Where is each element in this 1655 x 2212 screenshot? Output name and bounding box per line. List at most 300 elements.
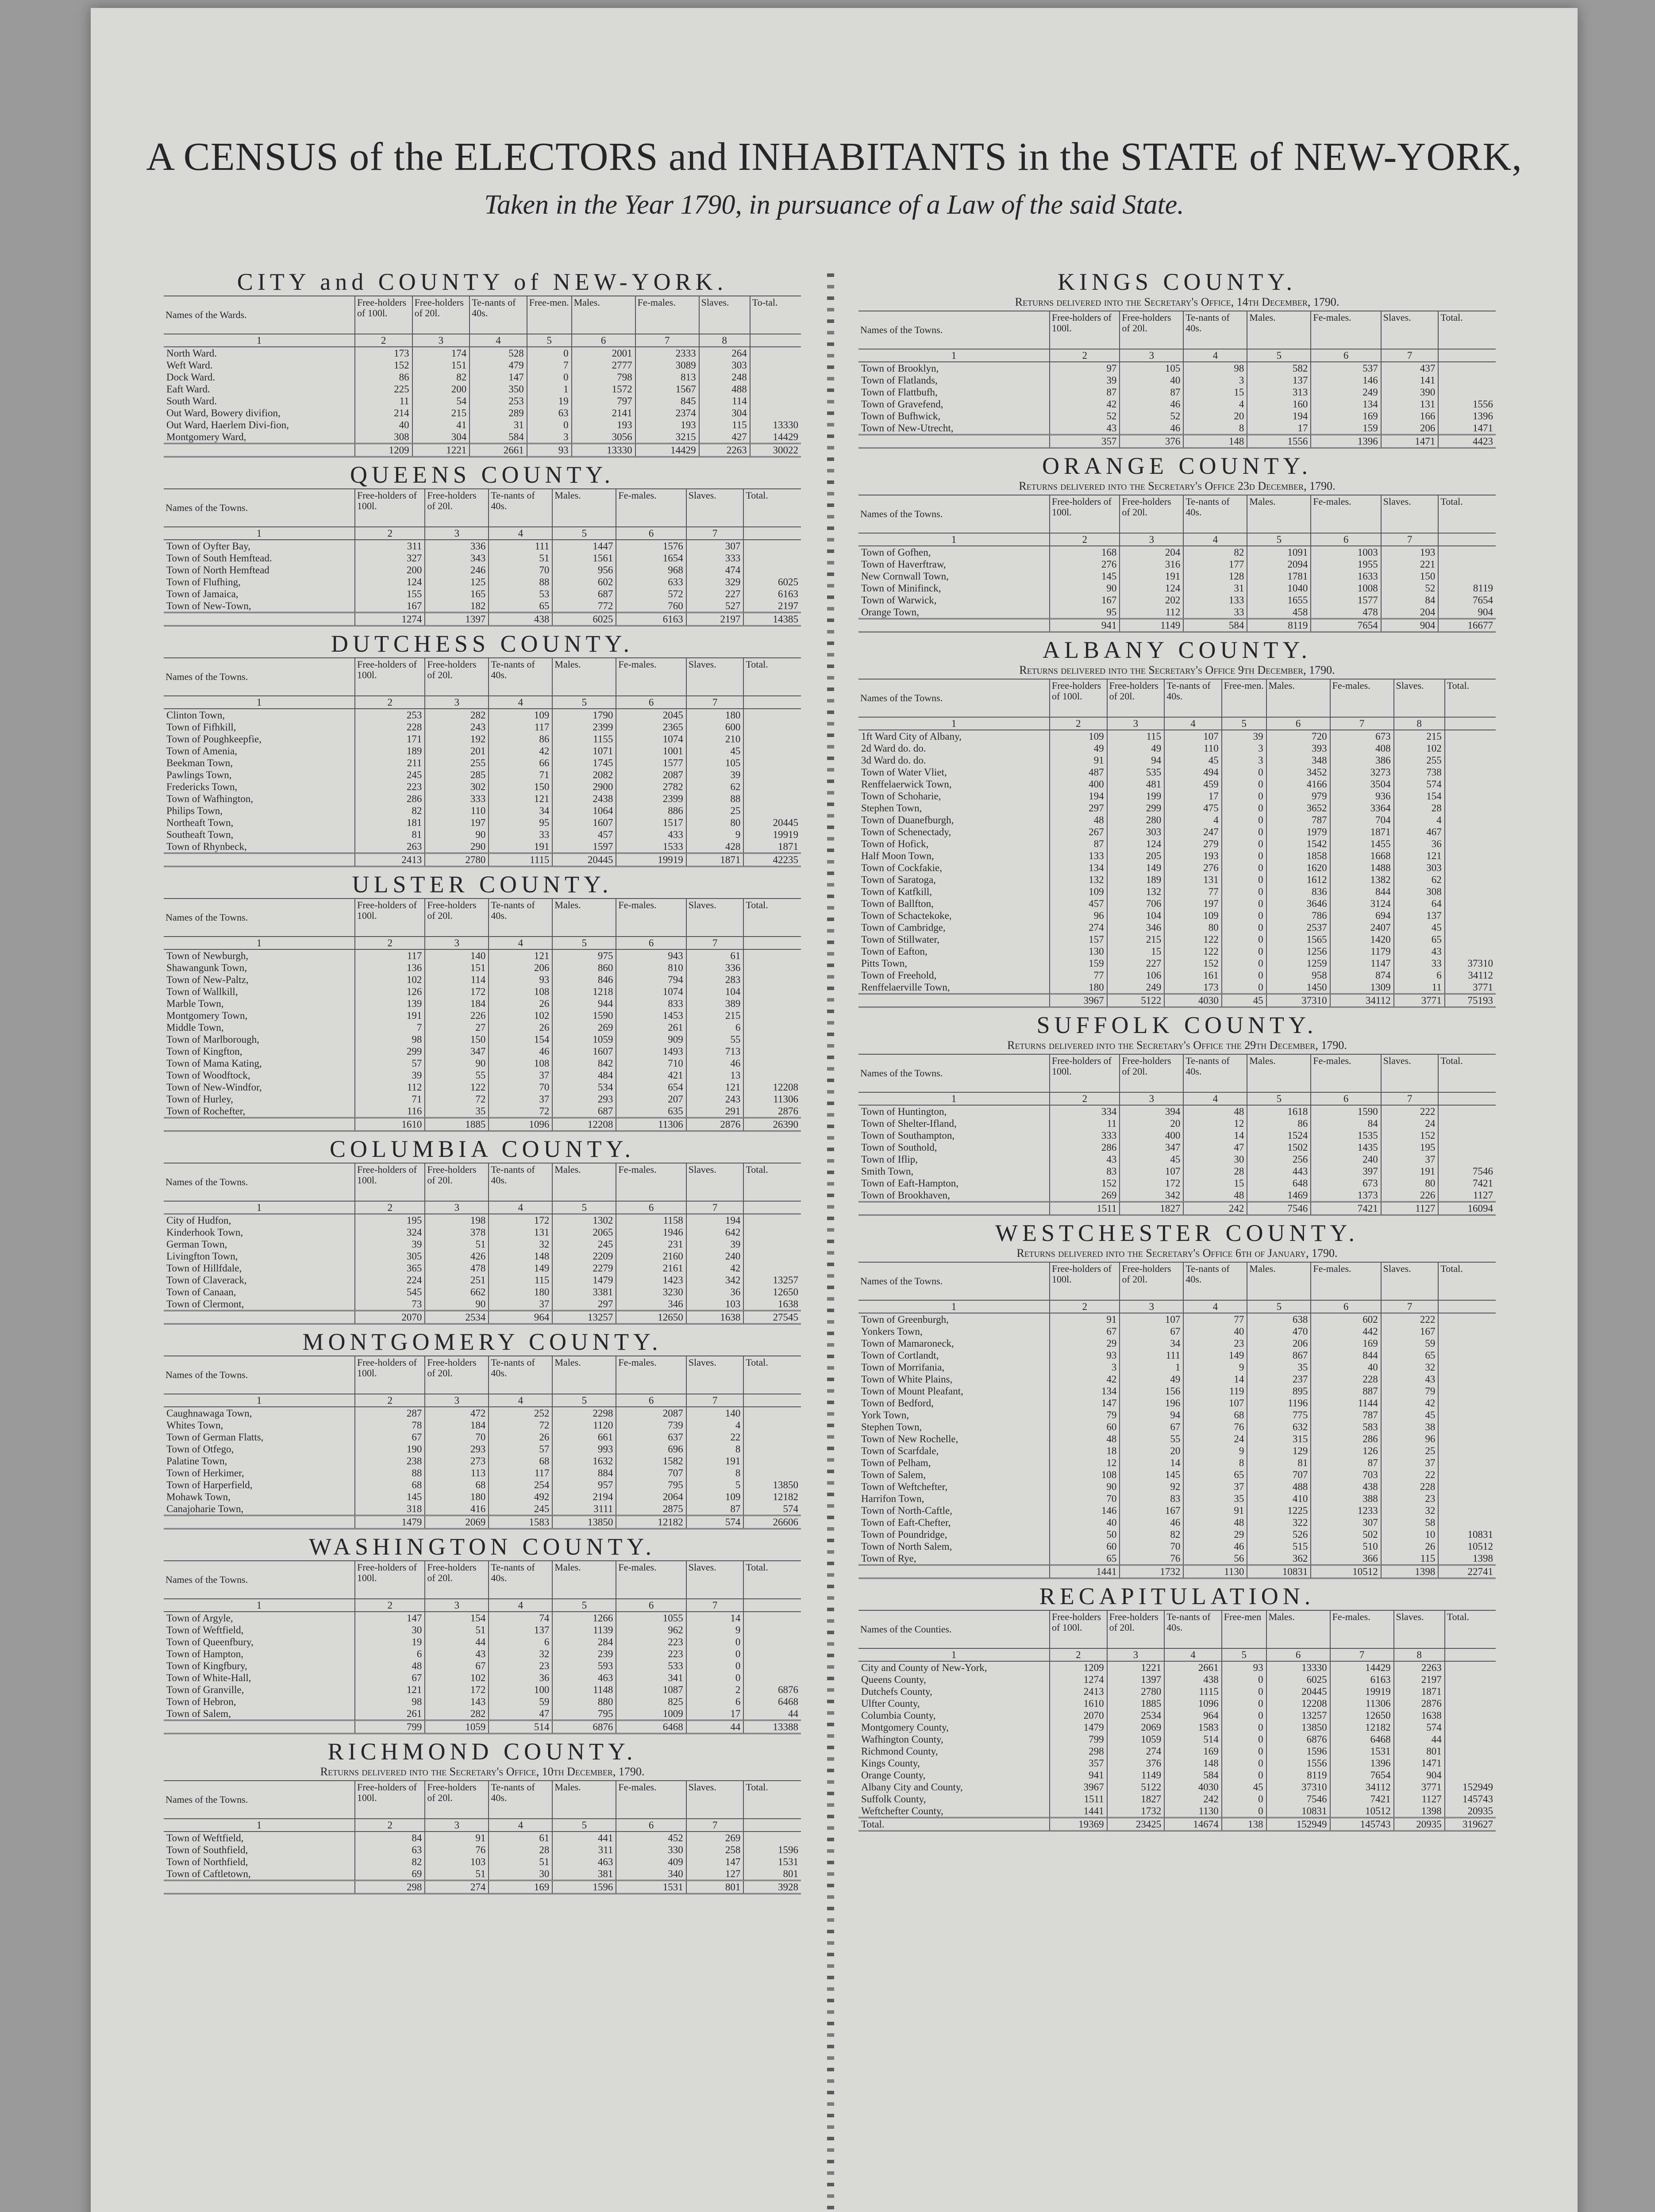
total-cell: 801: [686, 1881, 744, 1894]
value-cell: 313: [1247, 386, 1311, 398]
value-cell: 327: [355, 552, 425, 564]
total-cell: 1096: [489, 1118, 552, 1131]
value-cell: 1597: [552, 841, 616, 853]
town-name: Shawangunk Town,: [166, 962, 247, 973]
total-row: [858, 1565, 1496, 1578]
value-cell: 151: [412, 359, 470, 371]
table-row: [164, 1250, 801, 1262]
value-cell: 1590: [552, 1010, 616, 1022]
column-header: Names of the Towns.: [858, 495, 1050, 533]
value-cell: 844: [1330, 886, 1394, 898]
town-name: Town of Ballfton,: [861, 898, 934, 909]
value-cell: 979: [1266, 790, 1330, 802]
value-cell: 36: [686, 1286, 744, 1298]
value-cell: 0: [1222, 910, 1266, 922]
value-cell: 10512: [1438, 1540, 1496, 1552]
value-cell: 13850: [743, 1479, 801, 1491]
value-cell: 11306: [743, 1093, 801, 1105]
value-cell: 63: [527, 407, 572, 419]
value-cell: 45: [686, 745, 744, 757]
column-header: Males.: [552, 899, 616, 937]
value-cell: 459: [1164, 778, 1222, 790]
value-cell: 57: [489, 1443, 552, 1455]
value-cell: 43: [1050, 422, 1120, 435]
town-name: Town of Rhynbeck,: [166, 841, 247, 852]
value-cell: [1445, 802, 1496, 814]
value-cell: 1582: [616, 1455, 686, 1467]
value-cell: 0: [1222, 1674, 1266, 1686]
total-cell: 2197: [686, 613, 744, 626]
value-cell: 1155: [552, 733, 616, 745]
value-cell: [1445, 1745, 1496, 1757]
column-number-row: [164, 527, 801, 540]
total-row: [164, 1720, 801, 1734]
value-cell: 457: [1050, 898, 1107, 910]
total-cell: 27545: [743, 1311, 801, 1324]
value-cell: 813: [635, 371, 699, 383]
town-name: Town of Southfield,: [166, 1844, 248, 1855]
value-cell: 134: [1050, 862, 1107, 874]
value-cell: 68: [355, 1479, 425, 1491]
value-cell: 14: [1120, 1457, 1183, 1469]
county-title: WESTCHESTER COUNTY.: [995, 1220, 1359, 1246]
town-name: Harrifon Town,: [861, 1493, 924, 1504]
value-cell: 1149: [1107, 1769, 1165, 1781]
table-row: [164, 383, 801, 395]
table-row: [164, 431, 801, 444]
value-cell: [1438, 558, 1496, 570]
table-row: [164, 1660, 801, 1672]
value-cell: 88: [686, 793, 744, 805]
table-row: [164, 564, 801, 576]
value-cell: 787: [1266, 814, 1330, 826]
column-number: 3: [1120, 1300, 1183, 1313]
value-cell: 76: [1183, 1421, 1247, 1433]
value-cell: 3: [1050, 1361, 1120, 1373]
value-cell: 1576: [616, 540, 686, 552]
town-name: Montgomery Ward,: [166, 431, 246, 442]
table-row: [858, 1313, 1496, 1325]
total-cell: 2661: [470, 444, 527, 457]
value-cell: [1445, 790, 1496, 802]
value-cell: 515: [1247, 1540, 1311, 1552]
value-cell: 45: [1381, 1409, 1439, 1421]
value-cell: 167: [1381, 1325, 1439, 1337]
column-header: Slaves.: [699, 296, 750, 334]
column-header: Males.: [552, 489, 616, 527]
town-name: Town of Woodftock,: [166, 1070, 250, 1081]
column-number: 8: [1394, 717, 1445, 730]
value-cell: 42: [1050, 398, 1120, 410]
value-cell: 10831: [1438, 1528, 1496, 1540]
value-cell: 37: [489, 1069, 552, 1081]
value-cell: 347: [1120, 1141, 1183, 1153]
value-cell: [743, 974, 801, 986]
value-cell: 32: [1381, 1505, 1439, 1517]
table-row: [858, 1118, 1496, 1129]
county-section: [164, 1328, 801, 1529]
column-number: 7: [686, 1201, 744, 1214]
value-cell: 1074: [616, 986, 686, 998]
total-cell: 4423: [1438, 435, 1496, 448]
value-cell: 2094: [1247, 558, 1311, 570]
table-row: [858, 1373, 1496, 1385]
town-name: Montgomery Town,: [166, 1010, 248, 1021]
value-cell: [743, 781, 801, 793]
table-row: [858, 1457, 1496, 1469]
value-cell: 156: [1120, 1385, 1183, 1397]
value-cell: 55: [1120, 1433, 1183, 1445]
column-number: 3: [425, 1201, 489, 1214]
value-cell: 88: [355, 1467, 425, 1479]
column-number: 7: [1381, 1300, 1439, 1313]
town-name: Philips Town,: [166, 805, 223, 816]
value-cell: 1871: [1394, 1686, 1445, 1697]
header-row: [164, 296, 801, 334]
value-cell: 256: [1247, 1153, 1311, 1165]
value-cell: 248: [699, 371, 750, 383]
value-cell: 254: [489, 1479, 552, 1491]
value-cell: 8: [686, 1467, 744, 1479]
total-cell: 6468: [616, 1720, 686, 1734]
column-header: Names of the Towns.: [164, 899, 355, 937]
value-cell: 172: [425, 986, 489, 998]
value-cell: 458: [1247, 606, 1311, 619]
value-cell: 9: [1183, 1445, 1247, 1457]
value-cell: 122: [1164, 933, 1222, 945]
value-cell: 279: [1164, 838, 1222, 850]
value-cell: 159: [1050, 957, 1107, 969]
total-cell: 12208: [552, 1118, 616, 1131]
value-cell: 83: [1050, 1165, 1120, 1177]
value-cell: 149: [489, 1262, 552, 1274]
value-cell: [1445, 922, 1496, 933]
value-cell: 2194: [552, 1491, 616, 1503]
total-cell: 319627: [1445, 1818, 1496, 1831]
value-cell: 704: [1330, 814, 1394, 826]
table-row: [858, 1361, 1496, 1373]
value-cell: 1: [527, 383, 572, 395]
value-cell: 40: [1120, 374, 1183, 386]
column-header: Males.: [552, 1356, 616, 1394]
value-cell: 67: [1120, 1421, 1183, 1433]
value-cell: 184: [425, 1419, 489, 1431]
value-cell: 442: [1311, 1325, 1381, 1337]
value-cell: 62: [1394, 874, 1445, 886]
column-header: Slaves.: [1394, 679, 1445, 717]
table-row: [858, 1733, 1496, 1745]
header-row: [858, 495, 1496, 533]
total-label: [858, 994, 1050, 1007]
value-cell: 107: [1120, 1165, 1183, 1177]
value-cell: 4: [686, 1419, 744, 1431]
column-header: Free-holders of 100l.: [1050, 1262, 1120, 1300]
table-row: [858, 1421, 1496, 1433]
column-number: 5: [1222, 1648, 1266, 1661]
table-row: [164, 1298, 801, 1311]
value-cell: 0: [1222, 766, 1266, 778]
value-cell: 6876: [743, 1684, 801, 1696]
value-cell: 0: [527, 419, 572, 431]
value-cell: 26: [489, 998, 552, 1010]
total-cell: 298: [355, 1881, 425, 1894]
town-name: Town of Flattbufh,: [861, 387, 938, 398]
value-cell: 342: [1120, 1189, 1183, 1202]
column-header: Slaves.: [686, 899, 744, 937]
table-row: [858, 1141, 1496, 1153]
value-cell: 14429: [750, 431, 801, 444]
value-cell: 167: [1050, 594, 1120, 606]
value-cell: 400: [1050, 778, 1107, 790]
value-cell: 228: [355, 721, 425, 733]
county-section: [164, 1533, 801, 1734]
value-cell: 152949: [1445, 1781, 1496, 1793]
value-cell: 909: [616, 1033, 686, 1045]
total-cell: 7654: [1311, 619, 1381, 632]
table-row: [164, 1708, 801, 1720]
value-cell: 340: [616, 1868, 686, 1881]
value-cell: 67: [355, 1431, 425, 1443]
value-cell: 23: [489, 1660, 552, 1672]
column-header: Slaves.: [686, 1163, 744, 1201]
total-cell: 1115: [489, 853, 552, 867]
town-name: Town of Rye,: [861, 1553, 916, 1564]
value-cell: 886: [616, 805, 686, 817]
value-cell: 1144: [1311, 1397, 1381, 1409]
value-cell: 51: [425, 1624, 489, 1636]
value-cell: 166: [1381, 410, 1439, 422]
value-cell: 102: [489, 1010, 552, 1022]
total-cell: 1583: [489, 1516, 552, 1529]
county-table: [164, 1356, 801, 1529]
value-cell: 904: [1438, 606, 1496, 619]
town-name: Town of Freehold,: [861, 970, 937, 981]
value-cell: 37: [489, 1298, 552, 1311]
table-row: [164, 974, 801, 986]
value-cell: 152: [1050, 1177, 1120, 1189]
table-row: [858, 1349, 1496, 1361]
table-row: [164, 1045, 801, 1057]
value-cell: 96: [1381, 1433, 1439, 1445]
value-cell: 0: [1222, 886, 1266, 898]
value-cell: 366: [1311, 1552, 1381, 1565]
table-row: [164, 1057, 801, 1069]
county-section: [164, 268, 801, 457]
value-cell: 48: [1183, 1189, 1247, 1202]
value-cell: 2141: [572, 407, 635, 419]
town-name: Clinton Town,: [166, 710, 225, 721]
value-cell: 70: [489, 564, 552, 576]
value-cell: 6468: [1330, 1733, 1394, 1745]
value-cell: 91: [1050, 1313, 1120, 1325]
total-cell: 16677: [1438, 619, 1496, 632]
value-cell: 143: [425, 1696, 489, 1708]
value-cell: 346: [616, 1298, 686, 1311]
value-cell: 193: [635, 419, 699, 431]
value-cell: 20: [1120, 1118, 1183, 1129]
value-cell: 77: [1183, 1313, 1247, 1325]
row-label-cell: 1: [164, 1201, 355, 1214]
value-cell: 206: [489, 962, 552, 974]
value-cell: 1003: [1311, 546, 1381, 558]
column-header: Te-nants of 40s.: [1183, 495, 1247, 533]
value-cell: [743, 1660, 801, 1672]
column-number: 4: [489, 937, 552, 949]
column-number: [1438, 1092, 1496, 1105]
value-cell: 109: [686, 1491, 744, 1503]
row-label-cell: 1: [164, 1819, 355, 1832]
column-number: [1438, 1300, 1496, 1313]
table-row: [164, 793, 801, 805]
value-cell: [1438, 1325, 1496, 1337]
total-row: [164, 1881, 801, 1894]
value-cell: 2782: [616, 781, 686, 793]
total-cell: 2413: [355, 853, 425, 867]
value-cell: 584: [1164, 1769, 1222, 1781]
town-name: City of Hudfon,: [166, 1215, 231, 1226]
table-row: [164, 1832, 801, 1844]
town-name: Out Ward, Bowery divifion,: [166, 407, 281, 419]
ornamental-column-divider: [821, 273, 840, 2212]
total-cell: 2780: [425, 853, 489, 867]
value-cell: [743, 949, 801, 962]
value-cell: 1266: [552, 1612, 616, 1624]
column-header: Free-holders of 20l.: [425, 1561, 489, 1599]
value-cell: 472: [425, 1407, 489, 1419]
value-cell: [1445, 1661, 1496, 1674]
value-cell: 93: [1050, 1349, 1120, 1361]
value-cell: 253: [470, 395, 527, 407]
value-cell: 199: [1107, 790, 1165, 802]
value-cell: 2070: [1050, 1709, 1107, 1721]
value-cell: 195: [355, 1214, 425, 1226]
total-cell: 1479: [355, 1516, 425, 1529]
value-cell: [1438, 1457, 1496, 1469]
value-cell: [1445, 910, 1496, 922]
value-cell: 280: [1107, 814, 1165, 826]
total-cell: 904: [1381, 619, 1439, 632]
table-row: [164, 1033, 801, 1045]
town-name: Queens County,: [861, 1674, 926, 1685]
value-cell: 365: [355, 1262, 425, 1274]
value-cell: 6: [489, 1636, 552, 1648]
value-cell: 42: [686, 1262, 744, 1274]
table-row: [164, 419, 801, 431]
value-cell: 146: [1311, 374, 1381, 386]
column-number: 5: [527, 334, 572, 347]
column-number: 5: [552, 1599, 616, 1612]
value-cell: 1790: [552, 709, 616, 721]
total-cell: 1274: [355, 613, 425, 626]
total-row: [164, 1311, 801, 1324]
total-cell: 20445: [552, 853, 616, 867]
value-cell: 107: [1183, 1397, 1247, 1409]
town-name: Out Ward, Haerlem Divi-fion,: [166, 419, 289, 430]
total-cell: 12650: [616, 1311, 686, 1324]
value-cell: 397: [1311, 1165, 1381, 1177]
value-cell: 49: [1107, 742, 1165, 754]
value-cell: 797: [572, 395, 635, 407]
right-column: [858, 265, 1496, 1832]
value-cell: 1130: [1164, 1805, 1222, 1818]
value-cell: 28: [1183, 1165, 1247, 1177]
value-cell: 378: [425, 1226, 489, 1238]
value-cell: 147: [1050, 1397, 1120, 1409]
value-cell: 1040: [1247, 582, 1311, 594]
value-cell: 77: [1050, 969, 1107, 981]
total-row: [858, 619, 1496, 632]
value-cell: 1565: [1266, 933, 1330, 945]
town-name: Beekman Town,: [166, 757, 233, 768]
value-cell: 71: [489, 769, 552, 781]
total-label: [164, 853, 355, 867]
column-number: 8: [699, 334, 750, 347]
column-number: 6: [1266, 717, 1330, 730]
column-header: Te-nants of 40s.: [1183, 1262, 1247, 1300]
total-row: [858, 994, 1496, 1007]
value-cell: [743, 540, 801, 552]
value-cell: [750, 383, 801, 395]
value-cell: [743, 1419, 801, 1431]
value-cell: 386: [1330, 754, 1394, 766]
value-cell: [1438, 1153, 1496, 1165]
value-cell: 231: [616, 1238, 686, 1250]
value-cell: 91: [425, 1832, 489, 1844]
value-cell: 55: [425, 1069, 489, 1081]
value-cell: 13850: [1266, 1721, 1330, 1733]
value-cell: 1502: [1247, 1141, 1311, 1153]
column-header: Free-holders of 100l.: [355, 658, 425, 696]
value-cell: 1179: [1330, 945, 1394, 957]
column-number: 3: [425, 527, 489, 540]
value-cell: 39: [1050, 374, 1120, 386]
value-cell: [1445, 826, 1496, 838]
value-cell: 1533: [616, 841, 686, 853]
total-cell: 1059: [425, 1720, 489, 1734]
value-cell: 957: [552, 1479, 616, 1491]
value-cell: 2197: [743, 600, 801, 613]
total-row: [164, 613, 801, 626]
value-cell: 4166: [1266, 778, 1330, 790]
value-cell: 12208: [1266, 1697, 1330, 1709]
table-row: [858, 362, 1496, 374]
value-cell: [1438, 1445, 1496, 1457]
town-name: Town of Wallkill,: [166, 986, 238, 997]
value-cell: 129: [1247, 1445, 1311, 1457]
value-cell: 874: [1330, 969, 1394, 981]
column-header: Names of the Wards.: [164, 296, 355, 334]
value-cell: 65: [1183, 1469, 1247, 1481]
county-section: [858, 636, 1496, 1008]
value-cell: 93: [489, 974, 552, 986]
value-cell: 1127: [1394, 1793, 1445, 1805]
value-cell: 324: [355, 1226, 425, 1238]
column-header: Te-nants of 40s.: [489, 1561, 552, 1599]
county-title: MONTGOMERY COUNTY.: [302, 1329, 662, 1355]
value-cell: 10512: [1330, 1805, 1394, 1818]
town-name: Town of Mamaroneck,: [861, 1338, 954, 1349]
value-cell: 191: [355, 1010, 425, 1022]
value-cell: 68: [489, 1455, 552, 1467]
table-row: [164, 1069, 801, 1081]
value-cell: 215: [412, 407, 470, 419]
value-cell: 844: [1311, 1349, 1381, 1361]
column-number: 6: [616, 527, 686, 540]
total-cell: 514: [489, 1720, 552, 1734]
town-name: German Town,: [166, 1239, 227, 1250]
column-header: Total.: [743, 1356, 801, 1394]
value-cell: 2160: [616, 1250, 686, 1262]
